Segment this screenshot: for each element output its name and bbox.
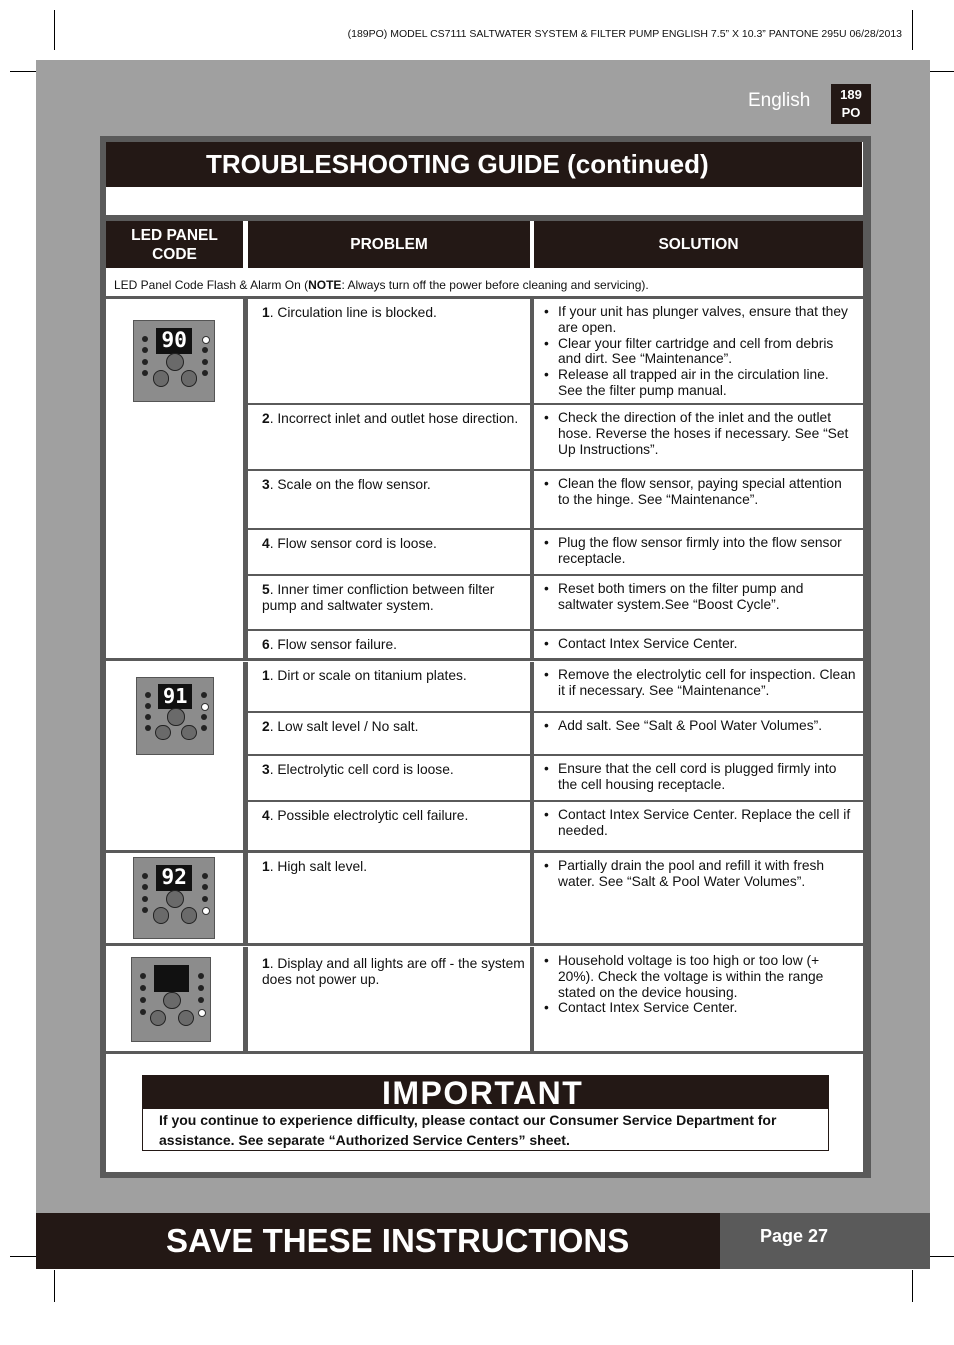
led-display: 92 [156,865,192,891]
table-bottom-divider [106,1051,863,1054]
problem-number: 5 [262,582,270,597]
problem-cell [248,299,530,403]
panel-button-icon [181,725,197,741]
indicator-light [198,997,204,1003]
crop-mark [912,10,913,50]
indicator-light [145,714,151,720]
solution-item: • Contact Intex Service Center. Replace the cell if needed. [544,807,857,839]
led-display: 90 [156,328,192,354]
solution-list [544,761,857,793]
solution-item: • Partially drain the pool and refill it with fresh water. See “Salt & Pool Water Volumes”. [544,858,857,890]
indicator-light [142,347,148,353]
panel-button-icon [153,370,169,386]
solution-item: • Add salt. See “Salt & Pool Water Volumes”. [544,718,857,734]
problem-text: . Dirt or scale on titanium plates. [269,668,467,683]
problem-cell [248,756,530,800]
crop-mark [912,1270,913,1302]
crop-mark [10,1256,36,1257]
panel-button-icon [181,907,197,923]
note-bold: NOTE [308,278,342,292]
led-panel-illustration [133,320,215,402]
indicator-light [140,973,146,979]
problem-text: . Possible electrolytic cell failure. [269,808,469,823]
solution-cell [534,802,863,850]
solution-item: • Clean the flow sensor, paying special attention to the hinge. See “Maintenance”. [544,476,857,508]
panel-button-icon [181,370,197,386]
indicator-light [202,347,208,353]
problem-text: . Display and all lights are off - the system does not power up. [262,956,525,987]
print-spec-line: (189PO) MODEL CS7111 SALTWATER SYSTEM & FILTER PUMP ENGLISH 7.5” X 10.3” PANTONE 295U 06/28/2013 [347,28,902,40]
indicator-light [201,703,209,711]
note-row [106,274,862,296]
problem-cell [248,947,530,1051]
panel-button-icon [178,1010,194,1026]
solution-item: • Household voltage is too high or too low (+ 20%). Check the voltage is within the range stated on the device housing. [544,953,857,1000]
indicator-light [202,907,210,915]
problem-text: . Incorrect inlet and outlet hose direction. [269,411,519,426]
code-badge-line1: 189 [840,87,862,102]
problem-text: . Flow sensor cord is loose. [269,536,437,551]
solution-list [544,858,857,890]
problem-number: 1 [262,859,270,874]
panel-button-icon [155,725,171,741]
led-panel-illustration [133,857,215,939]
crop-mark [54,1270,55,1302]
indicator-light [202,873,208,879]
problem-cell [248,853,530,943]
problem-number: 6 [262,637,270,652]
solution-item: • Reset both timers on the filter pump and saltwater system.See “Boost Cycle”. [544,581,857,613]
problem-cell [248,576,530,629]
indicator-light [198,1009,206,1017]
indicator-light [145,703,151,709]
solution-cell [534,756,863,800]
solution-cell [534,405,863,469]
indicator-light [142,336,148,342]
panel-button-icon [166,890,184,908]
solution-cell [534,631,863,658]
indicator-light [142,359,148,365]
indicator-light [142,896,148,902]
problem-number: 1 [262,956,270,971]
solution-list [544,410,857,457]
solution-item: • Remove the electrolytic cell for inspection. Clean it if necessary. See “Maintenance”. [544,667,857,699]
problem-cell [248,802,530,850]
indicator-light [142,370,148,376]
footer-page-number: Page 27 [720,1213,930,1269]
panel-button-icon [150,1010,166,1026]
header-led-line2: CODE [152,245,197,263]
problem-text: . Inner timer confliction between filter pump and saltwater system. [262,582,495,613]
header-solution: SOLUTION [534,221,863,268]
solution-item: • Contact Intex Service Center. [544,1000,857,1016]
header-problem: PROBLEM [248,221,530,268]
note-suffix: : Always turn off the power before cleaning and servicing). [341,278,649,292]
problem-text: . Scale on the flow sensor. [269,477,431,492]
problem-cell [248,471,530,528]
solution-cell [534,299,863,403]
indicator-light [201,692,207,698]
indicator-light [145,692,151,698]
code-badge [831,84,871,124]
led-panel-illustration [136,677,214,755]
led-display: 91 [158,684,192,709]
indicator-light [201,725,207,731]
page-title: TROUBLESHOOTING GUIDE (continued) [106,142,862,187]
problem-number: 2 [262,719,270,734]
led-panel-illustration [131,957,211,1042]
solution-list [544,476,857,508]
solution-cell [534,713,863,754]
solution-cell [534,662,863,711]
problem-cell [248,713,530,754]
solution-cell [534,576,863,629]
solution-list [544,581,857,613]
solution-list [544,636,857,652]
indicator-light [142,873,148,879]
indicator-light [198,985,204,991]
indicator-light [202,884,208,890]
solution-cell [534,530,863,574]
footer-save-instructions: SAVE THESE INSTRUCTIONS [36,1213,720,1269]
indicator-light [140,1009,146,1015]
solution-item: • Clear your filter cartridge and cell from debris and dirt. See “Maintenance”. [544,336,857,368]
panel-button-icon [153,907,169,923]
solution-list [544,667,857,699]
header-led-code [106,221,243,268]
group-divider [106,943,863,946]
solution-cell [534,947,863,1051]
panel-button-icon [166,353,184,371]
indicator-light [142,884,148,890]
panel-button-icon [163,992,181,1010]
problem-number: 3 [262,477,270,492]
problem-text: . Circulation line is blocked. [269,305,437,320]
solution-item: • Release all trapped air in the circulation line. See the filter pump manual. [544,367,857,399]
solution-item: • Ensure that the cell cord is plugged firmly into the cell housing receptacle. [544,761,857,793]
indicator-light [140,997,146,1003]
indicator-light [202,896,208,902]
crop-mark [930,71,954,72]
problem-number: 4 [262,536,270,551]
group-divider [106,658,863,661]
crop-mark [10,71,36,72]
panel-button-icon [167,708,184,725]
indicator-light [140,985,146,991]
solution-list [544,807,857,839]
solution-list [544,953,857,1016]
problem-number: 1 [262,668,270,683]
important-text: If you continue to experience difficulty, please contact our Consumer Service Department for assistance. See separate “Authorized Service Centers” sheet. [142,1108,829,1151]
solution-cell [534,853,863,943]
header-led-line1: LED PANEL [131,226,218,244]
problem-text: . High salt level. [269,859,368,874]
indicator-light [202,359,208,365]
solution-list [544,718,857,734]
indicator-light [145,725,151,731]
problem-cell [248,530,530,574]
problem-cell [248,631,530,658]
led-display [154,965,189,992]
solution-item: • Check the direction of the inlet and the outlet hose. Reverse the hoses if necessary. See “Set Up Instructions”. [544,410,857,457]
problem-cell [248,405,530,469]
crop-mark [930,1256,954,1257]
problem-text: . Electrolytic cell cord is loose. [269,762,454,777]
solution-cell [534,471,863,528]
solution-item: • Contact Intex Service Center. [544,636,857,652]
solution-item: • Plug the flow sensor firmly into the flow sensor receptacle. [544,535,857,567]
indicator-light [198,973,204,979]
language-label: English [748,90,811,111]
problem-number: 4 [262,808,270,823]
indicator-light [202,370,208,376]
problem-number: 3 [262,762,270,777]
indicator-light [201,714,207,720]
problem-text: . Flow sensor failure. [269,637,397,652]
problem-text: . Low salt level / No salt. [269,719,419,734]
problem-number: 2 [262,411,270,426]
solution-item: • If your unit has plunger valves, ensure that they are open. [544,304,857,336]
note-prefix: LED Panel Code Flash & Alarm On ( [114,278,309,292]
important-title: IMPORTANT [142,1075,829,1109]
indicator-light [202,336,210,344]
solution-list [544,304,857,399]
indicator-light [142,907,148,913]
solution-list [544,535,857,567]
problem-number: 1 [262,305,270,320]
problem-cell [248,662,530,711]
code-badge-line2: PO [841,105,861,120]
